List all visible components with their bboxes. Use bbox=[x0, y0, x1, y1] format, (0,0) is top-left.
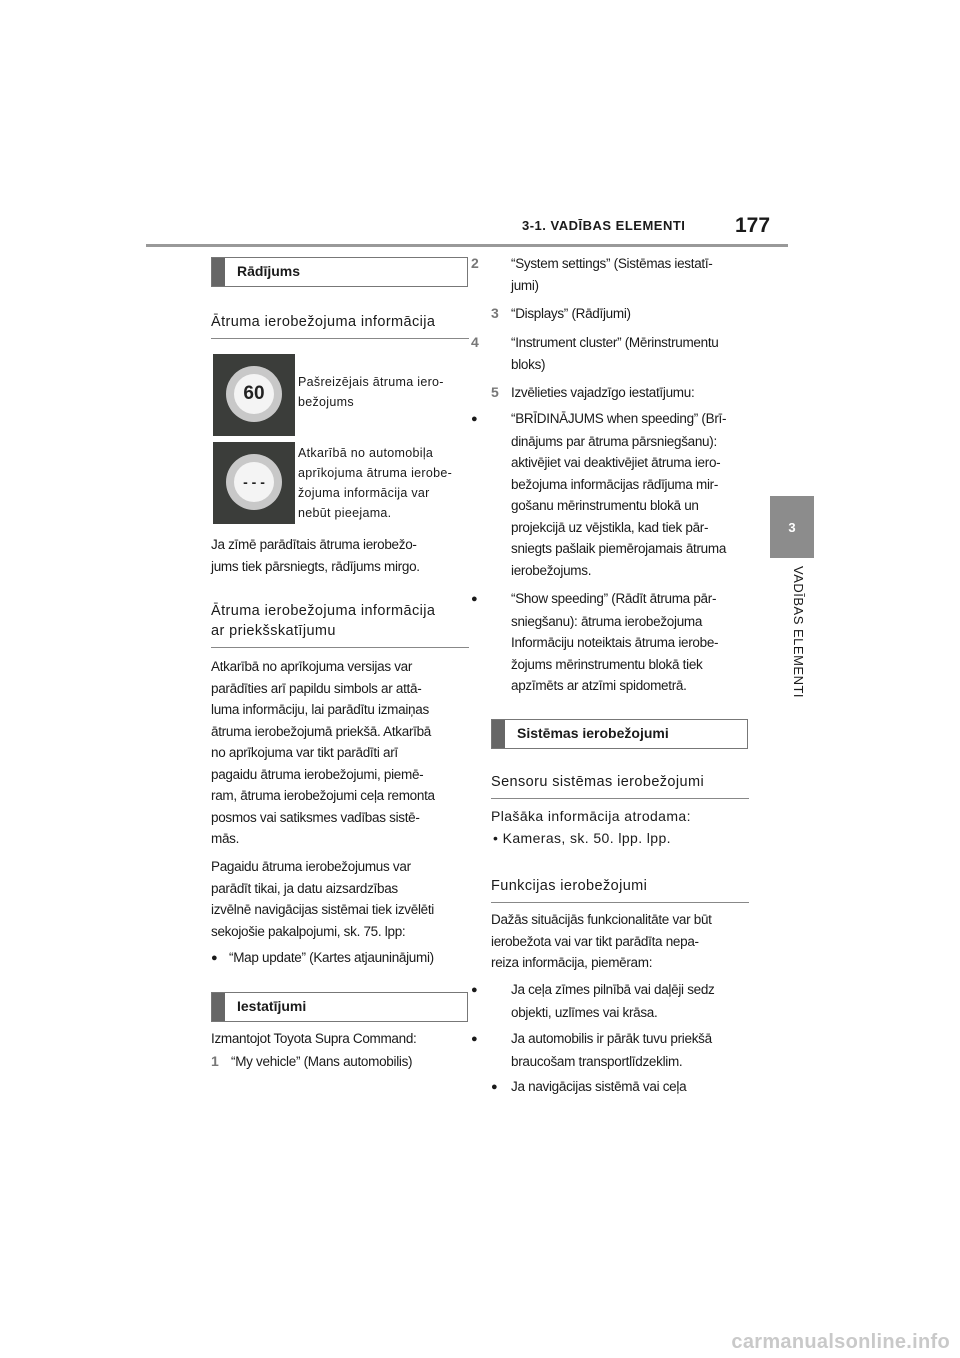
chapter-title-vertical: VADĪBAS ELEMENTI bbox=[791, 566, 806, 699]
bullet-dot-icon: ● bbox=[211, 952, 218, 964]
bullet-map-update: ● “Map update” (Kartes atjauninājumi) bbox=[211, 947, 473, 970]
bullet-dot-icon: ● bbox=[471, 984, 478, 996]
heading-settings bbox=[211, 992, 468, 1022]
section-title: 3-1. VADĪBAS ELEMENTI bbox=[522, 218, 686, 233]
bullet-dot-icon: ● bbox=[471, 593, 478, 605]
step-3: 3 “Displays” (Rādījumi) bbox=[491, 303, 753, 325]
heading-system-limits-text: Sistēmas ierobežojumi bbox=[517, 725, 669, 741]
more-info-camera-link[interactable]: • Kameras, sk. 50. lpp. lpp. bbox=[493, 830, 671, 846]
heading-bar-marker bbox=[212, 258, 225, 286]
speed-limit-icon bbox=[226, 366, 282, 422]
step-number: 1 bbox=[211, 1053, 219, 1069]
step-4: 4 “Instrument cluster” (Mērinstrumentu bloks) bbox=[471, 334, 719, 372]
paragraph-command: Izmantojot Toyota Supra Command: bbox=[211, 1031, 417, 1046]
step-2: 2 “System settings” (Sistēmas iestatī- jumi) bbox=[471, 255, 713, 293]
subheading-speed-info: Ātruma ierobežojuma informācija bbox=[211, 312, 469, 339]
step-number: 2 bbox=[471, 255, 479, 271]
subheading-sensors: Sensoru sistēmas ierobežojumi bbox=[491, 772, 749, 799]
bullet-navigation: ● Ja navigācijas sistēmā vai ceļa bbox=[491, 1076, 753, 1099]
heading-display bbox=[211, 257, 468, 287]
speed-limit-unknown-icon bbox=[226, 454, 282, 510]
paragraph-temporary: Pagaidu ātruma ierobežojumus var parādīt tikai, ja datu aizsardzības izvēlnē navigācijas sistēmai tiek izvēlēti sekojošie pakalpojumi, sk. 75. lpp: bbox=[211, 859, 434, 939]
heading-settings-text: Iestatījumi bbox=[237, 998, 307, 1014]
paragraph-function: Dažās situācijās funkcionalitāte var būt ierobežota vai var tikt parādīta nepa- reiza informācija, piemēram: bbox=[491, 912, 712, 970]
speed-sign-60-image bbox=[213, 354, 295, 436]
speed-limit-dashes: - - - bbox=[234, 462, 274, 502]
heading-system-limits bbox=[491, 719, 748, 749]
bullet-warning-speeding: ● “BRĪDINĀJUMS when speeding” (Brī- dinājums par ātruma pārsniegšanu): aktivējiet vai deaktivējiet ātruma iero- bežojuma informācijas rādījuma mir- gošanu mērinstrumentu blokā un projekcijā uz vējstikla, kad tiek pār- sniegts pašlaik piemērojamais ātruma ierobežojums. bbox=[471, 411, 727, 578]
heading-bar-marker bbox=[492, 720, 505, 748]
sign2-caption: Atkarībā no automobiļa aprīkojuma ātruma ierobe- žojuma informācija var nebūt pieejama. bbox=[298, 446, 453, 520]
speed-sign-unavailable-image bbox=[213, 442, 295, 524]
subheading-function: Funkcijas ierobežojumi bbox=[491, 876, 749, 903]
header-divider bbox=[146, 244, 788, 247]
page-number: 177 bbox=[735, 214, 771, 237]
chapter-tab: 3 bbox=[770, 496, 814, 558]
step-number: 4 bbox=[471, 334, 479, 350]
bullet-too-close: ● Ja automobilis ir pārāk tuvu priekšā braucošam transportlīdzeklim. bbox=[471, 1031, 712, 1069]
bullet-show-speeding: ● “Show speeding” (Rādīt ātruma pār- sniegšanu): ātruma ierobežojuma Informāciju noteiktais ātruma ierobe- žojums mērinstrumentu blokā tiek apzīmēts ar atzīmi spidometrā. bbox=[471, 591, 719, 693]
bullet-sign-covered: ● Ja ceļa zīmes pilnībā vai daļēji sedz objekti, uzlīmes vai krāsa. bbox=[471, 982, 715, 1020]
step-1: 1 “My vehicle” (Mans automobilis) bbox=[211, 1051, 473, 1073]
bullet-dot-icon: ● bbox=[471, 413, 478, 425]
watermark: carmanualsonline.info bbox=[731, 1331, 950, 1353]
sign1-caption: Pašreizējais ātruma iero- bežojums bbox=[298, 375, 444, 409]
paragraph-preview: Atkarībā no aprīkojuma versijas var parādīties arī papildu simbols ar attā- luma informāciju, lai parādītu izmaiņas ātruma ierobežojumā priekšā. Atkarībā no aprīkojuma var tikt parādīti arī pagaidu ātruma ierobežojumi, piemē- ram, ātruma ierobežojumi ceļa remonta posmos vai satiksmes vadības sistē- mās. bbox=[211, 659, 435, 846]
step-number: 3 bbox=[491, 305, 499, 321]
bullet-dot-icon: ● bbox=[491, 1081, 498, 1093]
speed-limit-value: 60 bbox=[234, 374, 274, 414]
heading-display-text: Rādījums bbox=[237, 263, 301, 279]
bullet-dot-icon: ● bbox=[471, 1033, 478, 1045]
more-info-label: Plašāka informācija atrodama: bbox=[491, 808, 691, 824]
paragraph-blink: Ja zīmē parādītais ātruma ierobežo- jums tiek pārsniegts, rādījums mirgo. bbox=[211, 537, 420, 574]
step-5: 5 Izvēlieties vajadzīgo iestatījumu: bbox=[491, 382, 753, 404]
heading-bar-marker bbox=[212, 993, 225, 1021]
step-number: 5 bbox=[491, 384, 499, 400]
subheading-preview: Ātruma ierobežojuma informācija ar priekšskatījumu bbox=[211, 601, 469, 648]
